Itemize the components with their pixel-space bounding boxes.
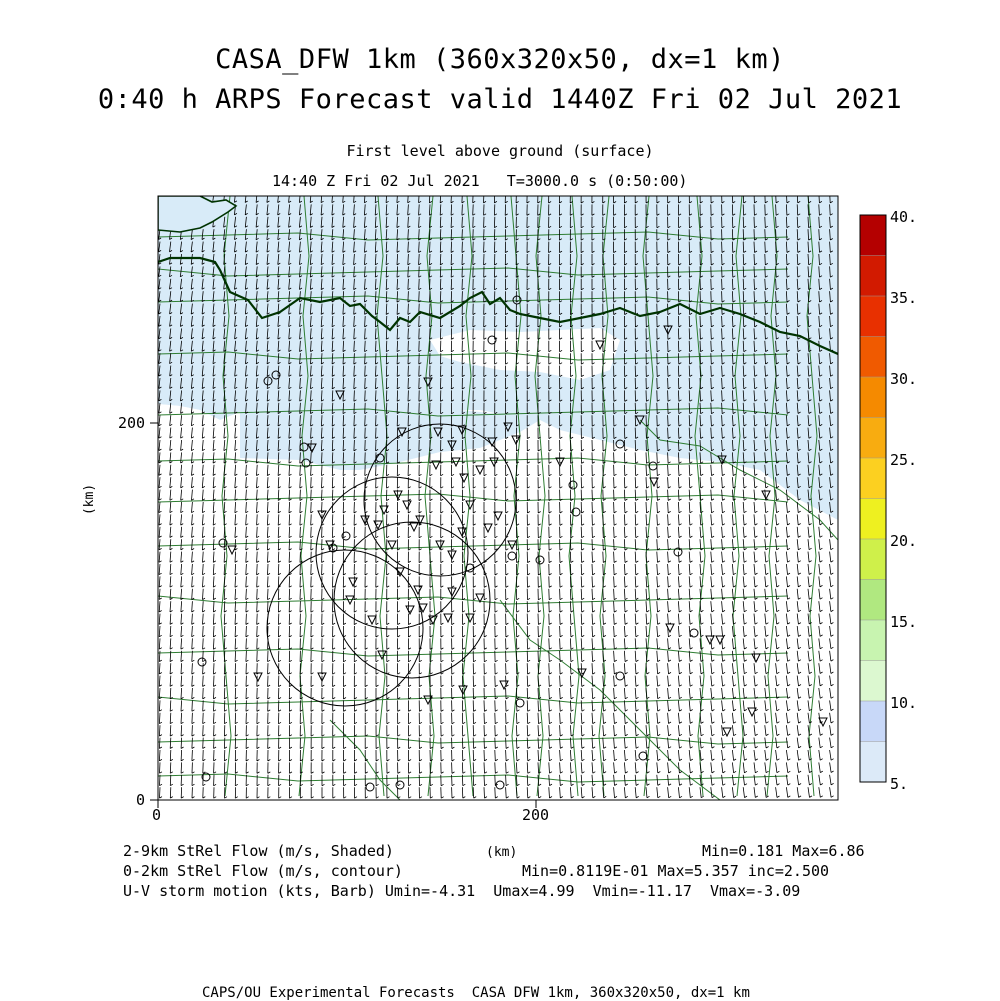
footer-row1-mid: (km) [486, 845, 518, 860]
colorbar-label: 25. [890, 451, 918, 469]
footer-row2-right: Min=0.8119E-01 Max=5.357 inc=2.500 [522, 862, 830, 880]
colorbar-swatch [860, 499, 886, 540]
colorbar-swatch [860, 742, 886, 783]
footer-row1-left: 2-9km StRel Flow (m/s, Shaded) [123, 842, 394, 860]
colorbar-label: 35. [890, 289, 918, 307]
colorbar-swatch [860, 256, 886, 297]
colorbar-swatch [860, 215, 886, 256]
colorbar-swatch [860, 620, 886, 661]
colorbar-label: 30. [890, 370, 918, 388]
colorbar-label: 20. [890, 532, 918, 550]
x-tick-0: 0 [152, 806, 162, 824]
level-subtitle: First level above ground (surface) [346, 142, 654, 160]
y-tick-0: 0 [136, 791, 146, 809]
colorbar [860, 215, 886, 783]
colorbar-swatch [860, 580, 886, 621]
colorbar-label: 10. [890, 694, 918, 712]
footer-row3: U-V storm motion (kts, Barb) Umin=-4.31 Umax=4.99 Vmin=-11.17 Vmax=-3.09 [123, 882, 801, 900]
colorbar-swatch [860, 296, 886, 337]
colorbar-swatch [860, 458, 886, 499]
map-title: CASA_DFW 1km (360x320x50, dx=1 km) [215, 44, 785, 75]
footer-row2-left: 0-2km StRel Flow (m/s, contour) [123, 862, 403, 880]
forecast-valid-title: 0:40 h ARPS Forecast valid 1440Z Fri 02 Jul 2021 [97, 84, 903, 115]
colorbar-swatch [860, 418, 886, 459]
colorbar-swatch [860, 377, 886, 418]
colorbar-swatch [860, 701, 886, 742]
x-tick-200: 200 [522, 806, 550, 824]
colorbar-label: 5. [890, 775, 909, 793]
footer-row1-right: Min=0.181 Max=6.86 [702, 842, 865, 860]
colorbar-label: 40. [890, 208, 918, 226]
y-axis-unit: (km) [82, 483, 98, 516]
colorbar-swatch [860, 661, 886, 702]
colorbar-swatch [860, 337, 886, 378]
y-tick-200: 200 [118, 414, 146, 432]
colorbar-label: 15. [890, 613, 918, 631]
footer-credit: CAPS/OU Experimental Forecasts CASA DFW 1km, 360x320x50, dx=1 km [202, 985, 750, 1001]
time-subtitle: 14:40 Z Fri 02 Jul 2021 T=3000.0 s (0:50:00) [272, 172, 688, 190]
colorbar-swatch [860, 539, 886, 580]
